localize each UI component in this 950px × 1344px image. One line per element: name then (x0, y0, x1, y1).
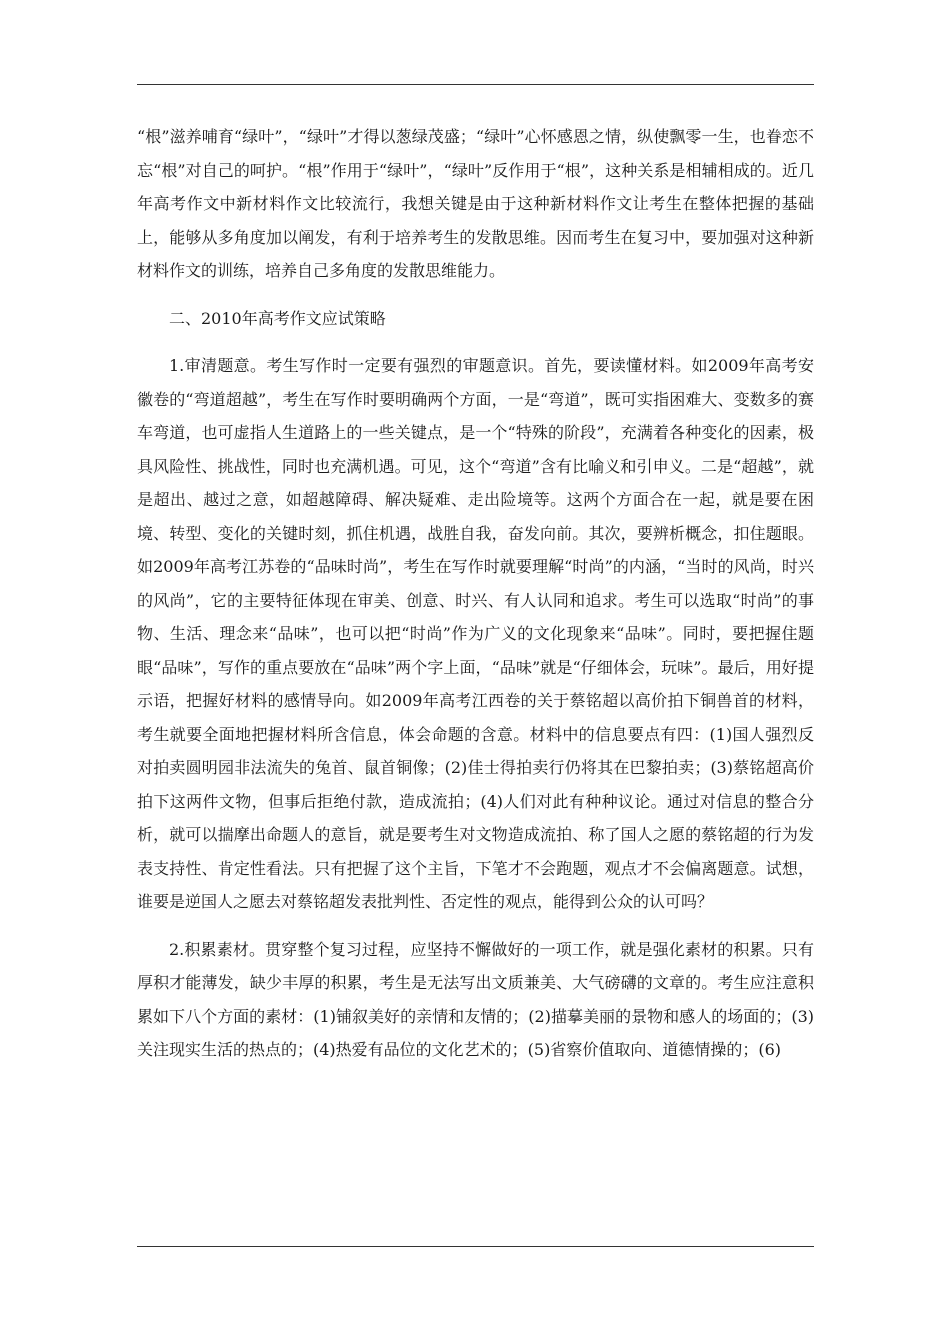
paragraph-strategy-1: 1.审清题意。考生写作时一定要有强烈的审题意识。首先，要读懂材料。如2009年高考安徽卷的“弯道超越”，考生在写作时要明确两个方面，一是“弯道”，既可实指困难大、变数多的赛车弯道，也可虚指人生道路上的一些关键点，是一个“特殊的阶段”，充满着各种变化的因素，极具风险性、挑战性，同时也充满机遇。可见，这个“弯道”含有比喻义和引申义。二是“超越”，就是超出、越过之意，如超越障碍、解决疑难、走出险境等。这两个方面合在一起，就是要在困境、转型、变化的关键时刻，抓住机遇，战胜自我，奋发向前。其次，要辨析概念，扣住题眼。如2009年高考江苏卷的“品味时尚”，考生在写作时就要理解“时尚”的内涵，“当时的风尚，时兴的风尚”，它的主要特征体现在审美、创意、时兴、有人认同和追求。考生可以选取“时尚”的事物、生活、理念来“品味”，也可以把“时尚”作为广义的文化现象来“品味”。同时，要把握住题眼“品味”，写作的重点要放在“品味”两个字上面，“品味”就是“仔细体会，玩味”。最后，用好提示语，把握好材料的感情导向。如2009年高考江西卷的关于蔡铭超以高价拍下铜兽首的材料，考生就要全面地把握材料所含信息，体会命题的含意。材料中的信息要点有四：(1)国人强烈反对拍卖圆明园非法流失的兔首、鼠首铜像；(2)佳士得拍卖行仍将其在巴黎拍卖；(3)蔡铭超高价拍下这两件文物，但事后拒绝付款，造成流拍；(4)人们对此有种种议论。通过对信息的整合分析，就可以揣摩出命题人的意旨，就是要考生对文物造成流拍、称了国人之愿的蔡铭超的行为发表支持性、肯定性看法。只有把握了这个主旨，下笔才不会跑题，观点才不会偏离题意。试想，谁要是逆国人之愿去对蔡铭超发表批判性、否定性的观点，能得到公众的认可吗？ (137, 356, 814, 911)
paragraph-intro: “根”滋养哺育“绿叶”，“绿叶”才得以葱绿茂盛；“绿叶”心怀感恩之情，纵使飘零一生，也眷恋不忘“根”对自己的呵护。“根”作用于“绿叶”，“绿叶”反作用于“根”，这种关系是相辅相成的。近几年高考作文中新材料作文比较流行，我想关键是由于这种新材料作文让考生在整体把握的基础上，能够从多角度加以阐发，有利于培养考生的发散思维。因而考生在复习中，要加强对这种新材料作文的训练，培养自己多角度的发散思维能力。 (137, 127, 814, 280)
footer-rule (137, 1246, 814, 1247)
paragraph-strategy-2: 2.积累素材。贯穿整个复习过程，应坚持不懈做好的一项工作，就是强化素材的积累。只有厚积才能薄发，缺少丰厚的积累，考生是无法写出文质兼美、大气磅礴的文章的。考生应注意积累如下八个方面的素材：(1)铺叙美好的亲情和友情的；(2)描摹美丽的景物和感人的场面的；(3)关注现实生活的热点的；(4)热爱有品位的文化艺术的；(5)省察价值取向、道德情操的；(6) (137, 939, 814, 1059)
header-rule (137, 84, 814, 85)
section-heading: 二、2010年高考作文应试策略 (169, 308, 386, 328)
document-body (137, 120, 814, 1067)
